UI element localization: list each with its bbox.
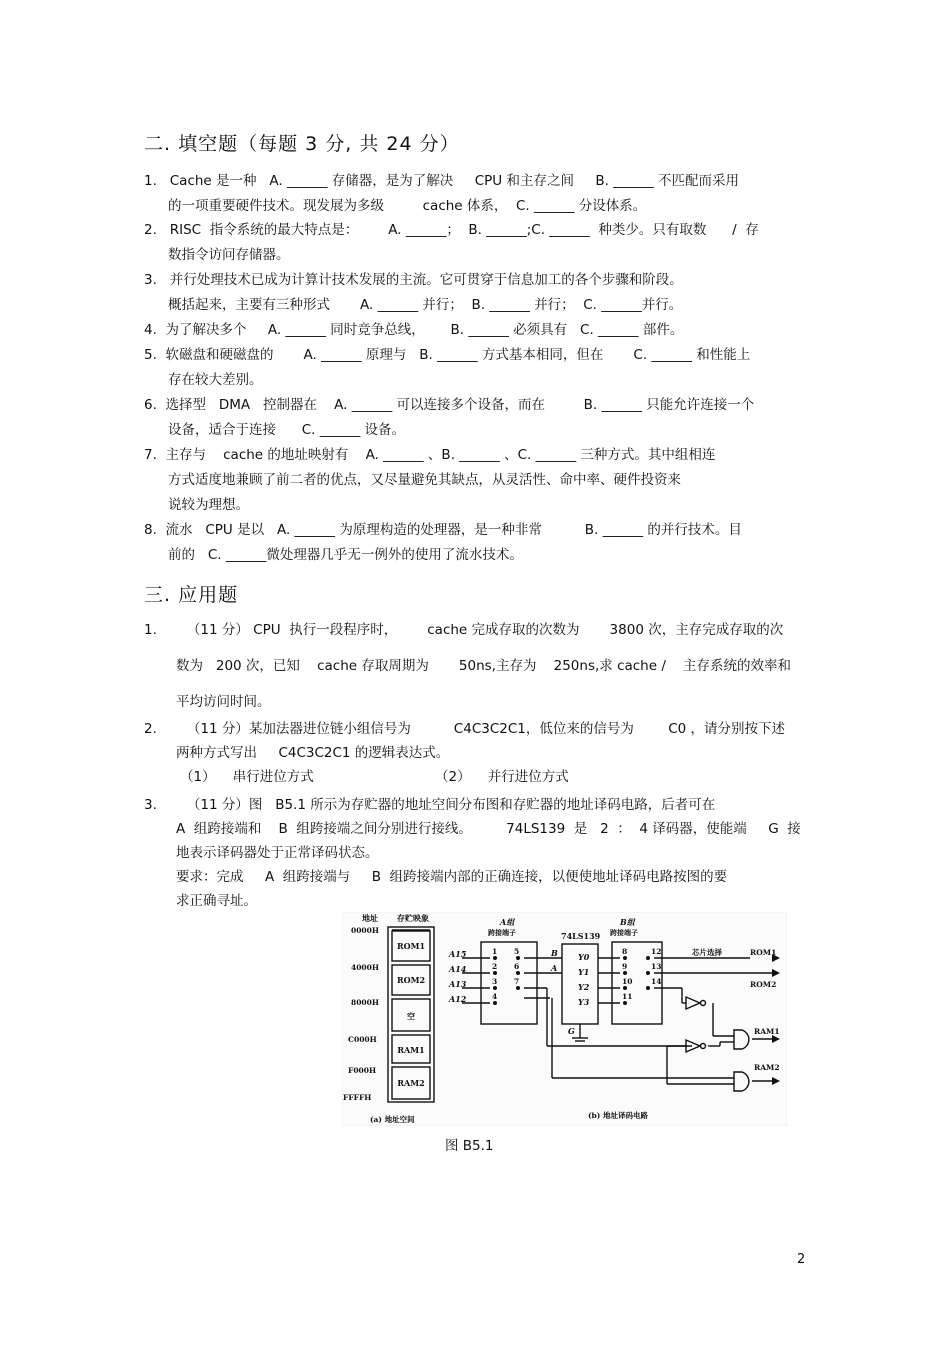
q3-3-line4: 要求：完成 A 组跨接端与 B 组跨接端内部的正确连接，以便使地址译码电路按图的要 bbox=[176, 869, 728, 885]
q2-6-line2: 设备，适合于连接 C. ______ 设备。 bbox=[168, 422, 406, 438]
chip-select-label: 芯片选择 bbox=[692, 948, 722, 957]
addr-header: 地址 bbox=[362, 913, 378, 923]
figure-caption: 图 B5.1 bbox=[445, 1138, 494, 1154]
q3-1-line1: 1. （11 分） CPU 执行一段程序时， cache 完成存取的次数为 3800 次，主存完成存取的次 bbox=[144, 622, 784, 638]
q3-2-line2: 两种方式写出 C4C3C2C1 的逻辑表达式。 bbox=[176, 745, 450, 761]
decoder-out-y1: Y1 bbox=[578, 967, 590, 977]
decoder-out-y3: Y3 bbox=[578, 997, 590, 1007]
q2-8-line2: 前的 C. ______微处理器几乎无一例外的使用了流水技术。 bbox=[168, 547, 523, 563]
pin-8: 8 bbox=[622, 947, 628, 956]
rom2-label: ROM2 bbox=[396, 975, 426, 985]
input-a12: A12 bbox=[449, 994, 467, 1004]
input-a14: A14 bbox=[449, 964, 467, 974]
page-number: 2 bbox=[797, 1252, 806, 1267]
pin-3: 3 bbox=[492, 977, 498, 986]
q3-3-line2: A 组跨接端和 B 组跨接端之间分别进行接线。 74LS139 是 2 ： 4 译码器，使能端 G 接 bbox=[176, 821, 801, 837]
q2-5-line1: 5. 软磁盘和硬磁盘的 A. ______ 原理与 B. ______ 方式基本相同，但在 C. ______ 和性能上 bbox=[144, 347, 751, 363]
decoder-in-a: A bbox=[551, 963, 558, 973]
decoder-name: 74LS139 bbox=[561, 931, 601, 941]
output-ram2: RAM2 bbox=[754, 1063, 780, 1072]
pin-12: 12 bbox=[651, 947, 662, 956]
q2-5-line2: 存在较大差别。 bbox=[168, 372, 263, 388]
group-a-sub: 跨接端子 bbox=[488, 928, 516, 937]
empty-label: 空 bbox=[407, 1011, 415, 1021]
pin-7: 7 bbox=[514, 977, 520, 986]
input-a13: A13 bbox=[449, 979, 467, 989]
ram1-label: RAM1 bbox=[397, 1045, 425, 1055]
q2-7-line2: 方式适度地兼顾了前二者的优点，又尽量避免其缺点，从灵活性、命中率、硬件投资来 bbox=[168, 472, 681, 488]
q2-1-line1: 1. Cache 是一种 A. ______ 存储器，是为了解决 CPU 和主存之间 B. ______ 不匹配而采用 bbox=[144, 173, 740, 189]
q3-1-line3: 平均访问时间。 bbox=[176, 694, 271, 710]
addr-f000h: F000H bbox=[348, 1066, 377, 1075]
pin-9: 9 bbox=[622, 962, 628, 971]
input-a15: A15 bbox=[449, 949, 467, 959]
q3-3-line5: 求正确寻址。 bbox=[176, 893, 257, 909]
output-rom1: ROM1 bbox=[750, 948, 777, 957]
pin-10: 10 bbox=[622, 977, 633, 986]
q2-6-line1: 6. 选择型 DMA 控制器在 A. ______ 可以连接多个设备，而在 B. ______ 只能允许连接一个 bbox=[144, 397, 755, 413]
ram2-label: RAM2 bbox=[397, 1078, 425, 1088]
decoder-in-b: B bbox=[551, 948, 558, 958]
q3-1-line2: 数为 200 次，已知 cache 存取周期为 50ns,主存为 250ns,求 cache / 主存系统的效率和 bbox=[176, 658, 792, 674]
group-b-title: B组 bbox=[620, 917, 635, 927]
addr-ffffh: FFFFH bbox=[343, 1093, 372, 1102]
group-a-title: A组 bbox=[500, 917, 515, 927]
pin-5: 5 bbox=[514, 947, 520, 956]
rom1-label: ROM1 bbox=[396, 941, 426, 951]
caption-a: (a) 地址空间 bbox=[370, 1115, 415, 1124]
addr-c000h: C000H bbox=[348, 1035, 377, 1044]
figure-b5-1 bbox=[342, 912, 787, 1126]
section-3-title: 三. 应用题 bbox=[144, 584, 239, 606]
pin-14: 14 bbox=[651, 977, 662, 986]
q2-3-line2: 概括起来，主要有三种形式 A. ______ 并行； B. ______ 并行； C. ______并行。 bbox=[168, 297, 683, 313]
q3-2-option2: （2） 并行进位方式 bbox=[435, 769, 569, 785]
pin-13: 13 bbox=[651, 962, 662, 971]
q3-2-option1: （1） 串行进位方式 bbox=[180, 769, 314, 785]
caption-b: (b) 地址译码电路 bbox=[588, 1111, 648, 1120]
pin-4: 4 bbox=[492, 992, 498, 1001]
group-b-sub: 跨接端子 bbox=[610, 928, 638, 937]
q2-2-line1: 2. RISC 指令系统的最大特点是： A. ______； B. ______;C. ______ 种类少。只有取数 / 存 bbox=[144, 222, 759, 238]
q2-7-line1: 7. 主存与 cache 的地址映射有 A. ______ 、B. ______ 、C. ______ 三种方式。其中组相连 bbox=[144, 447, 716, 463]
output-rom2: ROM2 bbox=[750, 980, 777, 989]
q2-7-line3: 说较为理想。 bbox=[168, 497, 249, 513]
q2-4-line1: 4. 为了解决多个 A. ______ 同时竞争总线， B. ______ 必须具有 C. ______ 部件。 bbox=[144, 322, 684, 338]
addr-8000h: 8000H bbox=[351, 998, 379, 1007]
q2-2-line2: 数指令访问存储器。 bbox=[168, 247, 290, 263]
q2-8-line1: 8. 流水 CPU 是以 A. ______ 为原理构造的处理器，是一种非常 B. ______ 的并行技术。目 bbox=[144, 522, 742, 538]
pin-6: 6 bbox=[514, 962, 520, 971]
section-2-title: 二. 填空题（每题 3 分, 共 24 分） bbox=[144, 133, 460, 155]
pin-2: 2 bbox=[492, 962, 498, 971]
decoder-out-y0: Y0 bbox=[578, 952, 590, 962]
addr-0000h: 0000H bbox=[351, 926, 379, 935]
decoder-out-y2: Y2 bbox=[578, 982, 590, 992]
decoder-enable-g: G bbox=[568, 1026, 575, 1036]
q2-1-line2: 的一项重要硬件技术。现发展为多级 cache 体系， C. ______ 分设体系。 bbox=[168, 198, 647, 214]
q3-3-line1: 3. （11 分）图 B5.1 所示为存贮器的地址空间分布图和存贮器的地址译码电路，后者可在 bbox=[144, 797, 716, 813]
q2-3-line1: 3. 并行处理技术已成为计算计技术发展的主流。它可贯穿于信息加工的各个步骤和阶段。 bbox=[144, 272, 683, 288]
pin-11: 11 bbox=[622, 992, 633, 1001]
q3-2-line1: 2. （11 分）某加法器进位链小组信号为 C4C3C2C1，低位来的信号为 C0 ，请分别按下述 bbox=[144, 721, 785, 737]
q3-3-line3: 地表示译码器处于正常译码状态。 bbox=[176, 845, 379, 861]
addr-4000h: 4000H bbox=[351, 963, 379, 972]
pin-1: 1 bbox=[492, 947, 498, 956]
output-ram1: RAM1 bbox=[754, 1027, 780, 1036]
mem-header: 存贮映象 bbox=[397, 913, 429, 923]
